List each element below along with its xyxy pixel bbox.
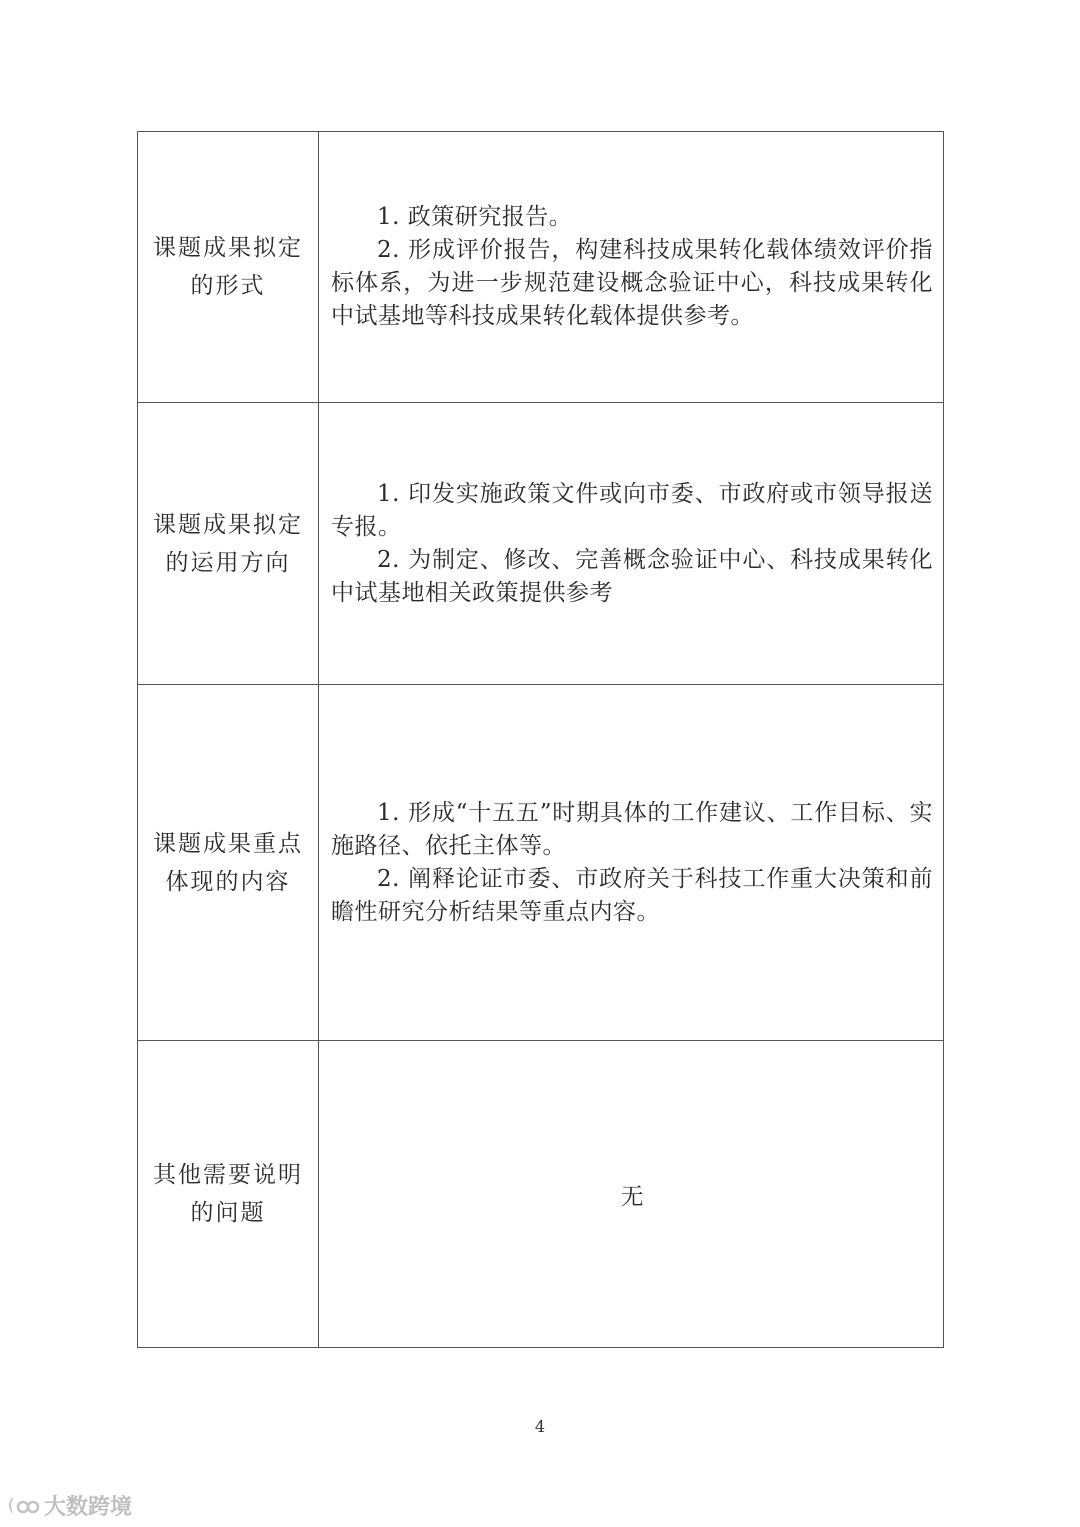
- row-content-cell: [319, 685, 944, 1041]
- row-label-line: 课题成果重点: [153, 830, 303, 857]
- row-label-line: 的问题: [190, 1200, 266, 1226]
- row-label-cell: [138, 132, 319, 403]
- content-paragraph: 1. 政策研究报告。: [377, 204, 573, 230]
- row-label-cell: [138, 403, 319, 685]
- content-none-text: 无: [620, 1183, 644, 1210]
- content-paragraph: 2. 形成评价报告，构建科技成果转化载体绩效评价指标体系，为进一步规范建设概念验证中心，科技成果转化中试基地等科技成果转化载体提供参考。: [331, 237, 933, 329]
- row-content-cell: [319, 1041, 944, 1348]
- table-row: [138, 132, 944, 403]
- content-paragraph: 1. 形成“十五五”时期具体的工作建议、工作目标、实施路径、依托主体等。: [331, 799, 933, 859]
- row-content-cell: [319, 132, 944, 403]
- content-paragraph: 1. 印发实施政策文件或向市委、市政府或市领导报送专报。: [331, 480, 933, 540]
- row-content-cell: [319, 403, 944, 685]
- table-row: [138, 403, 944, 685]
- row-label-cell: [138, 685, 319, 1041]
- brand-logo-icon: [6, 1494, 40, 1518]
- row-label-line: 其他需要说明: [153, 1162, 303, 1188]
- row-label-line: 课题成果拟定: [153, 511, 303, 538]
- table-row: [138, 685, 944, 1041]
- row-label-line: 的形式: [190, 273, 266, 299]
- document-table: [137, 131, 944, 1348]
- row-label-line: 课题成果拟定: [153, 235, 303, 261]
- row-label-line: 体现的内容: [165, 868, 291, 895]
- row-label-cell: [138, 1041, 319, 1348]
- watermark: [6, 1490, 132, 1521]
- page-number: 4: [534, 1417, 546, 1436]
- content-paragraph: 2. 阐释论证市委、市政府关于科技工作重大决策和前瞻性研究分析结果等重点内容。: [331, 865, 933, 925]
- table-row: [138, 1041, 944, 1348]
- row-label-line: 的运用方向: [165, 549, 291, 576]
- content-paragraph: 2. 为制定、修改、完善概念验证中心、科技成果转化中试基地相关政策提供参考: [331, 546, 933, 606]
- watermark-text: 大数跨境: [44, 1495, 133, 1520]
